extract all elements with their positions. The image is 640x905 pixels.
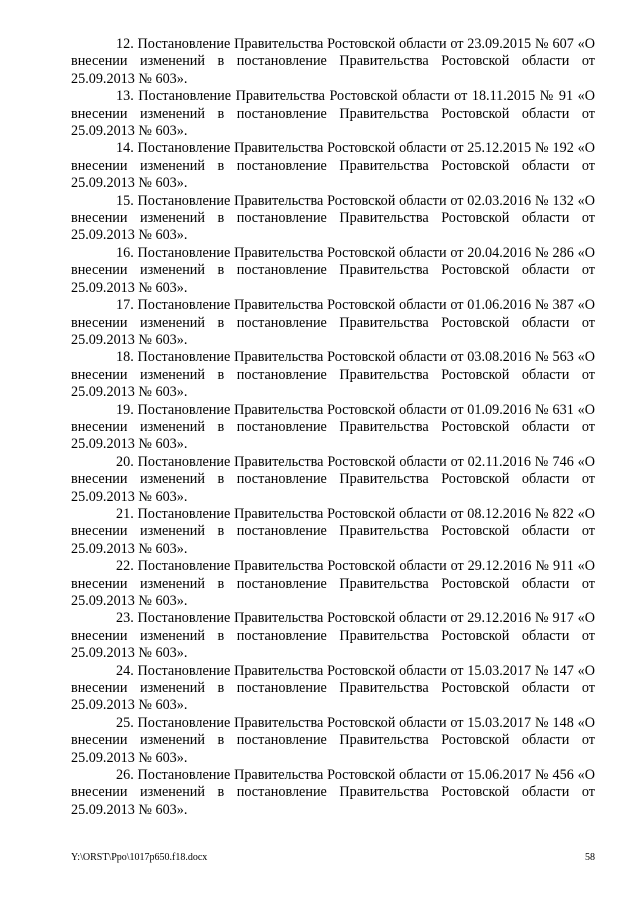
list-item: 13. Постановление Правительства Ростовской области от 18.11.2015 № 91 «О внесении изменений в постановление Правительства Ростовской области от 25.09.2013 № 603». (71, 88, 595, 140)
footer-file-path: Y:\ORST\Ppo\1017p650.f18.docx (71, 852, 208, 863)
list-item: 20. Постановление Правительства Ростовской области от 02.11.2016 № 746 «О внесении изменений в постановление Правительства Ростовской области от 25.09.2013 № 603». (71, 453, 595, 505)
list-item: 21. Постановление Правительства Ростовской области от 08.12.2016 № 822 «О внесении изменений в постановление Правительства Ростовской области от 25.09.2013 № 603». (71, 505, 595, 557)
page-footer (71, 852, 595, 864)
document-body (71, 36, 595, 819)
list-item: 16. Постановление Правительства Ростовской области от 20.04.2016 № 286 «О внесении изменений в постановление Правительства Ростовской области от 25.09.2013 № 603». (71, 244, 595, 296)
list-item: 12. Постановление Правительства Ростовской области от 23.09.2015 № 607 «О внесении изменений в постановление Правительства Ростовской области от 25.09.2013 № 603». (71, 36, 595, 87)
list-item: 24. Постановление Правительства Ростовской области от 15.03.2017 № 147 «О внесении изменений в постановление Правительства Ростовской области от 25.09.2013 № 603». (71, 662, 595, 714)
list-item: 15. Постановление Правительства Ростовской области от 02.03.2016 № 132 «О внесении изменений в постановление Правительства Ростовской области от 25.09.2013 № 603». (71, 192, 595, 244)
list-item: 23. Постановление Правительства Ростовской области от 29.12.2016 № 917 «О внесении изменений в постановление Правительства Ростовской области от 25.09.2013 № 603». (71, 610, 595, 662)
list-item: 18. Постановление Правительства Ростовской области от 03.08.2016 № 563 «О внесении изменений в постановление Правительства Ростовской области от 25.09.2013 № 603». (71, 349, 595, 401)
list-item: 19. Постановление Правительства Ростовской области от 01.09.2016 № 631 «О внесении изменений в постановление Правительства Ростовской области от 25.09.2013 № 603». (71, 401, 595, 453)
list-item: 22. Постановление Правительства Ростовской области от 29.12.2016 № 911 «О внесении изменений в постановление Правительства Ростовской области от 25.09.2013 № 603». (71, 558, 595, 609)
list-item: 14. Постановление Правительства Ростовской области от 25.12.2015 № 192 «О внесении изменений в постановление Правительства Ростовской области от 25.09.2013 № 603». (71, 140, 595, 192)
page-number: 58 (585, 852, 595, 863)
list-item: 17. Постановление Правительства Ростовской области от 01.06.2016 № 387 «О внесении изменений в постановление Правительства Ростовской области от 25.09.2013 № 603». (71, 297, 595, 348)
list-item: 26. Постановление Правительства Ростовской области от 15.06.2017 № 456 «О внесении изменений в постановление Правительства Ростовской области от 25.09.2013 № 603». (71, 767, 595, 818)
list-item: 25. Постановление Правительства Ростовской области от 15.03.2017 № 148 «О внесении изменений в постановление Правительства Ростовской области от 25.09.2013 № 603». (71, 714, 595, 766)
